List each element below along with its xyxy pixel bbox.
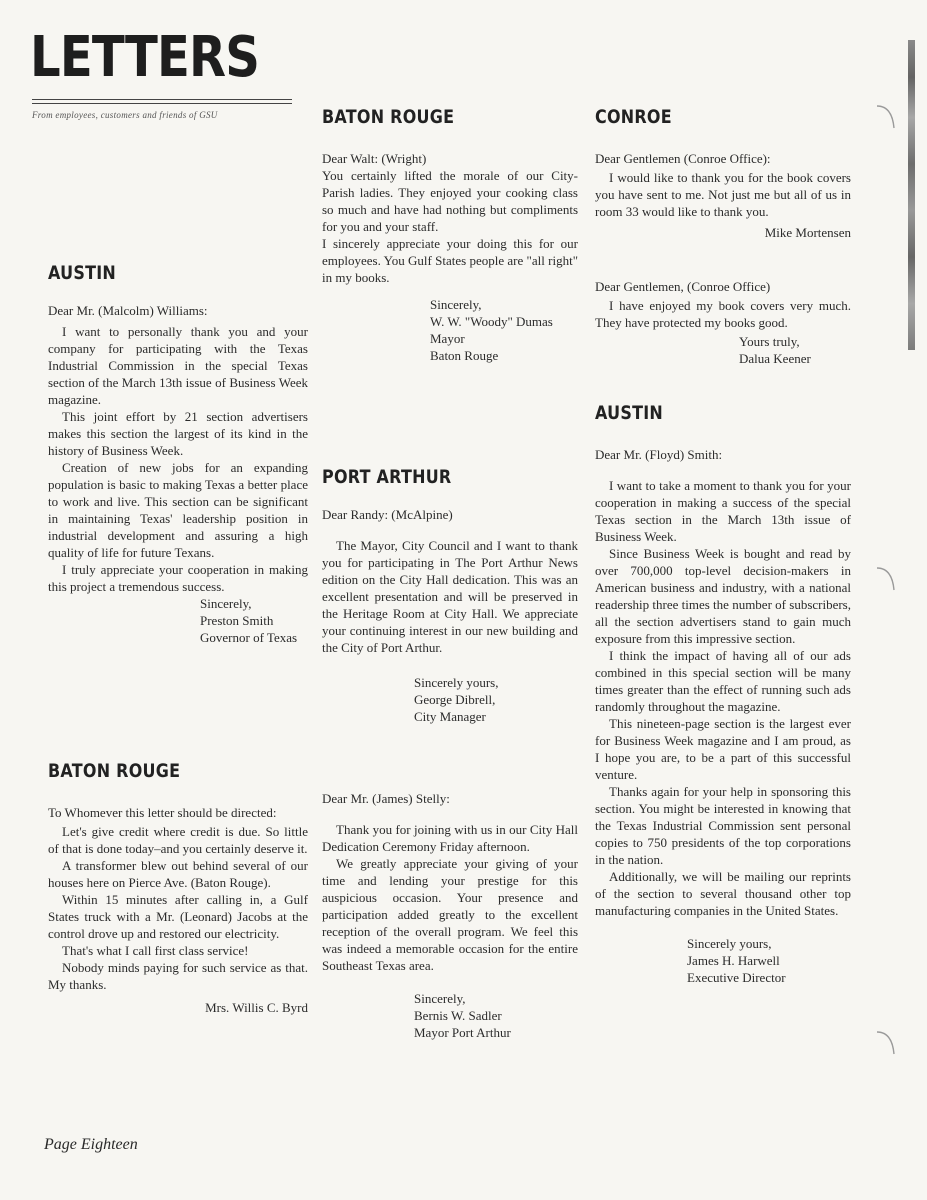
letter-paragraph: This joint effort by 21 section advertisers makes this section the largest of its kind in the history of Business Week.: [48, 409, 308, 458]
letter-paragraph: Thank you for joining with us in our City Hall Dedication Ceremony Friday afternoon.: [322, 822, 578, 854]
page-number: Page Eighteen: [44, 1136, 138, 1153]
letter-paragraph: Additionally, we will be mailing our reprints of the section to several thousand other top manufacturing companies in the United States.: [595, 869, 851, 918]
letter-paragraph: I think the impact of having all of our ads combined in this special section will be many times greater than the effect of running such ads randomly throughout the magazine.: [595, 648, 851, 714]
letter-salutation: To Whomever this letter should be directed:: [48, 805, 277, 820]
letter-conroe-keener: [595, 278, 851, 367]
letter-conroe-mortensen: [595, 150, 851, 241]
letter-salutation: Dear Walt: (Wright): [322, 151, 427, 166]
letter-salutation: Dear Gentlemen, (Conroe Office): [595, 279, 771, 294]
section-heading-port-arthur: PORT ARTHUR: [322, 466, 452, 488]
binder-hole-icon: [876, 566, 896, 592]
section-heading-baton-rouge: BATON ROUGE: [322, 106, 455, 128]
letter-closing: [595, 333, 851, 367]
letter-paragraph: The Mayor, City Council and I want to thank you for participating in The Port Arthur News edition on the City Hall dedication. This was an excellent presentation and will be preserved in the Heritage Room at City Hall. We appreciate your continuing interest in our new building and the City of Port Arthur.: [322, 538, 578, 655]
letter-closing: [322, 674, 578, 725]
letter-paragraph: This nineteen-page section is the largest ever for Business Week magazine and I am proud, as I hope you are, to be a part of this successful venture.: [595, 716, 851, 782]
letter-paragraph: I would like to thank you for the book covers you have sent to me. Not just me but all of us in room 33 would like to thank you.: [595, 170, 851, 219]
binder-hole-icon: [876, 104, 896, 130]
closing-line: Executive Director: [687, 970, 786, 985]
closing-line: Governor of Texas: [200, 630, 298, 645]
letter-paragraph: I sincerely appreciate your doing this for our employees. You Gulf States people are "all right" in my books.: [322, 236, 578, 285]
section-heading-conroe: CONROE: [595, 106, 672, 128]
letter-baton-rouge-dumas: [322, 150, 578, 364]
letter-paragraph: Creation of new jobs for an expanding population is basic to making Texas a better place to work and live. This section can be significant in maintaining Texas' leadership position in industrial development and assuring a high quality of life for future Texans.: [48, 460, 308, 560]
masthead-title: LETTERS: [30, 25, 260, 90]
closing-line: Mayor Port Arthur: [414, 1025, 511, 1040]
letter-closing: [322, 296, 578, 364]
closing-line: W. W. "Woody" Dumas: [430, 314, 553, 329]
letter-port-arthur-dibrell: [322, 506, 578, 725]
closing-line: Sincerely yours,: [687, 936, 772, 951]
letter-paragraph: I want to take a moment to thank you for your cooperation in making a success of the special Texas section in the March 13th issue of Business Week.: [595, 478, 851, 544]
binder-hole-icon: [876, 1030, 896, 1056]
letter-paragraph: Nobody minds paying for such service as that. My thanks.: [48, 960, 308, 992]
letter-paragraph: Since Business Week is bought and read by over 700,000 top-level decision-makers in American business and industry, with a national readership three times the number of subscribers, all the section advertisers stand to gain much exposure from this impressive section.: [595, 546, 851, 646]
letter-paragraph: I truly appreciate your cooperation in making this project a tremendous success.: [48, 562, 308, 594]
closing-line: Preston Smith: [200, 613, 274, 628]
closing-line: Baton Rouge: [430, 348, 499, 363]
closing-line: Sincerely,: [200, 596, 252, 611]
letter-closing: [48, 595, 308, 646]
section-heading-baton-rouge: BATON ROUGE: [48, 760, 181, 782]
closing-line: City Manager: [414, 709, 486, 724]
letter-paragraph: I want to personally thank you and your company for participating with the Texas Industrial Commission in the special Texas section of the March 13th issue of Business Week magazine.: [48, 324, 308, 407]
closing-line: Sincerely,: [414, 991, 466, 1006]
closing-line: Sincerely,: [430, 297, 482, 312]
letter-closing: [595, 935, 851, 986]
letter-signature: Mrs. Willis C. Byrd: [205, 1000, 308, 1015]
letter-baton-rouge-byrd: [48, 804, 308, 1016]
letter-austin-williams: [48, 302, 308, 646]
letter-salutation: Dear Mr. (Malcolm) Williams:: [48, 303, 208, 318]
masthead-rule: [32, 99, 292, 100]
letter-port-arthur-sadler: [322, 790, 578, 1041]
letter-paragraph: Thanks again for your help in sponsoring this section. You might be interested in knowing that the Texas Industrial Commission sent personal copies to 750 presidents of the top corporations in the nation.: [595, 784, 851, 867]
letter-salutation: Dear Mr. (Floyd) Smith:: [595, 447, 723, 462]
letter-paragraph: I have enjoyed my book covers very much. They have protected my books good.: [595, 298, 851, 330]
letter-signature: Mike Mortensen: [764, 225, 851, 240]
section-heading-austin: AUSTIN: [595, 402, 664, 424]
letter-paragraph: Let's give credit where credit is due. So little of that is done today–and you certainly deserve it.: [48, 824, 308, 856]
letter-paragraph: We greatly appreciate your giving of your time and lending your prestige for this auspicious occasion. Your presence and participation added greatly to the excellent reception of the overall program. We feel this was indeed a memorable occasion for the entire Southeast Texas area.: [322, 856, 578, 973]
letter-salutation: Dear Mr. (James) Stelly:: [322, 791, 450, 806]
closing-line: Dalua Keener: [739, 351, 811, 366]
letter-paragraph: You certainly lifted the morale of our City-Parish ladies. They enjoyed your cooking class so much and have had nothing but compliments for you and your staff.: [322, 168, 578, 234]
letter-salutation: Dear Randy: (McAlpine): [322, 507, 453, 522]
masthead-rule: [32, 103, 292, 104]
section-heading-austin: AUSTIN: [48, 262, 117, 284]
letter-paragraph: Within 15 minutes after calling in, a Gulf States truck with a Mr. (Leonard) Jacobs at the control drove up and restored our electricity.: [48, 892, 308, 941]
closing-line: George Dibrell,: [414, 692, 496, 707]
scan-edge-strip: [908, 40, 915, 350]
closing-line: Yours truly,: [739, 334, 800, 349]
masthead-tagline: From employees, customers and friends of GSU: [32, 110, 218, 120]
letter-paragraph: A transformer blew out behind several of our houses here on Pierce Ave. (Baton Rouge).: [48, 858, 308, 890]
letter-salutation: Dear Gentlemen (Conroe Office):: [595, 151, 771, 166]
closing-line: Mayor: [430, 331, 465, 346]
closing-line: Bernis W. Sadler: [414, 1008, 502, 1023]
letter-closing: [322, 990, 578, 1041]
letter-austin-smith: [595, 446, 851, 986]
letter-paragraph: That's what I call first class service!: [62, 943, 249, 958]
closing-line: James H. Harwell: [687, 953, 780, 968]
closing-line: Sincerely yours,: [414, 675, 499, 690]
